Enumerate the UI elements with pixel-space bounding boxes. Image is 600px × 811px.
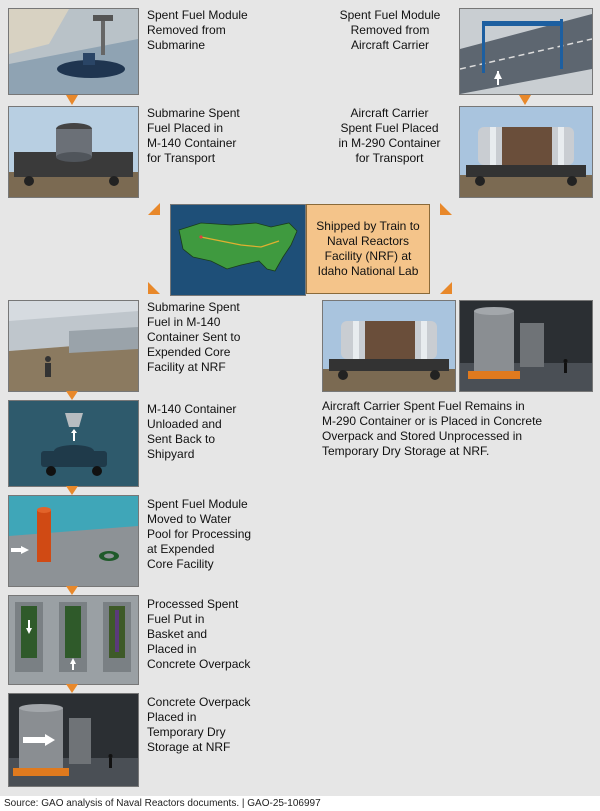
down-arrow-icon	[519, 95, 531, 105]
carrier-m290-container-image	[459, 106, 593, 198]
down-arrow-icon	[66, 486, 78, 495]
down-arrow-icon	[66, 586, 78, 595]
submarine-removal-image	[8, 8, 139, 95]
sub-sent-caption: Submarine Spent Fuel in M-140 Container Sent to Expended Core Facility at NRF	[147, 300, 241, 374]
us-rail-map-image	[170, 204, 306, 296]
submarine-m140-container-image	[8, 106, 139, 198]
carrier-removal-image	[459, 8, 593, 95]
m140-unloaded-image	[8, 400, 139, 487]
shipped-by-train-box	[306, 204, 430, 294]
sub-m140-caption: Submarine Spent Fuel Placed in M-140 Container for Transport	[147, 106, 240, 165]
diagonal-arrow-icon	[148, 282, 160, 294]
shipped-caption: Shipped by Train to Naval Reactors Facility (NRF) at Idaho National Lab	[316, 219, 420, 278]
dry-storage-caption: Concrete Overpack Placed in Temporary Dry Storage at NRF	[147, 695, 251, 754]
basket-caption: Processed Spent Fuel Put in Basket and Placed in Concrete Overpack	[147, 597, 251, 671]
carrier-m290-caption: Aircraft Carrier Spent Fuel Placed in M-290 Container for Transport	[338, 106, 441, 165]
carrier-m290-storage-image	[322, 300, 456, 392]
water-pool-caption: Spent Fuel Module Moved to Water Pool for Processing at Expended Core Facility	[147, 497, 252, 571]
carrier-removed-caption: Spent Fuel Module Removed from Aircraft Carrier	[339, 8, 441, 52]
down-arrow-icon	[66, 95, 78, 105]
source-note: Source: GAO analysis of Naval Reactors documents. | GAO-25-106997	[4, 798, 321, 809]
water-pool-image	[8, 495, 139, 587]
down-arrow-icon	[66, 684, 78, 693]
carrier-remains-caption: Aircraft Carrier Spent Fuel Remains in M-290 Container or is Placed in Concrete Overpack and Stored Unprocessed in Temporary Dry Storage at NRF.	[322, 399, 543, 458]
m140-unloaded-caption: M-140 Container Unloaded and Sent Back to Shipyard	[147, 402, 237, 461]
down-arrow-icon	[66, 391, 78, 400]
dry-storage-overpack-image	[459, 300, 593, 392]
expended-core-facility-image	[8, 300, 139, 392]
diagonal-arrow-icon	[148, 203, 160, 215]
diagonal-arrow-icon	[440, 203, 452, 215]
temporary-dry-storage-image	[8, 693, 139, 787]
basket-overpack-image	[8, 595, 139, 685]
sub-removed-caption: Spent Fuel Module Removed from Submarine	[147, 8, 248, 52]
diagonal-arrow-icon	[440, 282, 452, 294]
